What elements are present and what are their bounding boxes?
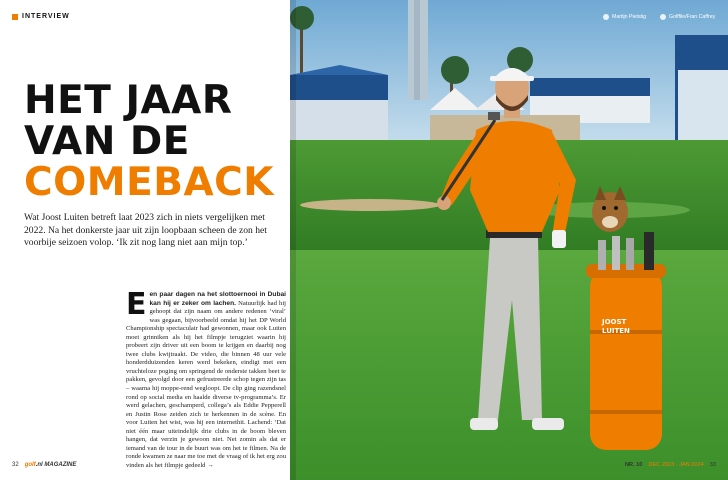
section-label: INTERVIEW: [22, 13, 70, 20]
headline-line-2: VAN DE: [24, 119, 190, 164]
photo-credits: [603, 14, 715, 20]
headline-line-3: COMEBACK: [24, 160, 274, 205]
headline-line-1: HET JAAR: [24, 78, 233, 123]
bag-label-line-1: JOOST: [602, 318, 627, 326]
camera-icon: [660, 14, 666, 20]
page-number-left: 32: [12, 462, 19, 468]
magazine-suffix: .nl: [35, 462, 43, 468]
magazine-brand: golf: [24, 462, 36, 468]
magazine-name: [25, 462, 77, 468]
magazine-label: MAGAZINE: [44, 462, 77, 468]
issue-date: DEC 2023 · JAN 2024: [648, 462, 704, 468]
page-number-right: 33: [709, 462, 716, 468]
issue-number: NR. 10: [624, 462, 643, 468]
section-tag: [12, 13, 70, 20]
bag-label-line-2: LUITEN: [602, 327, 630, 335]
cover-photo: [290, 0, 728, 480]
credit-text: Martijn Pietstig: [612, 14, 647, 20]
body-paragraph: Natuurlijk had hij gehoopt dat zijn naam om andere redenen ‘viral’ was gegaan, bijvoorbeeld omdat hij het DP World Championship spectaculair had gewonnen, maar ook Luiten moet grinniken als hij het filmpje terugziet waarin hij probeert zijn driver uit een boom te krijgen en daarbij nog twee clubs kwijtraakt. De video, die binnen 48 uur vele honderdduizenden keren werd bekeken, eindigt met een vruchteloze poging om springend de onderste takken beet te pakken, gevolgd door een gefrustreerde schop tegen zijn tas – waarna hij moppe-rend wegloopt. De clip ging razendsnel rond op social media en haalde diverse tv-programma’s. Er werd gelachen, geschamperd, collega’s als Eddie Pepperell en Justin Rose zeiden zich te herkennen in de scène. En voor Luiten het wist, was hij een internethit. Lachend: ‘Dat niet één maar uiteindelijk drie clubs in de boom bleven hangen, dat verzin je gewoon niet. Net zomin als dat er iemand van de tour in de buurt was om het te filmen. Na de ronde kwamen ze naar me toe met de vraag of ik het erg zou vinden als het filmpje gedeeld →: [126, 299, 286, 469]
left-page: [0, 0, 290, 480]
bag-label: [602, 318, 630, 336]
drop-cap: E: [126, 287, 147, 322]
article-body: [126, 287, 286, 470]
golfer-photo-illustration: [290, 0, 728, 480]
right-footer: [625, 462, 716, 468]
credit-text: Golffile/Fran Caffrey: [669, 14, 716, 20]
section-marker-icon: [12, 14, 18, 20]
left-footer: [12, 462, 76, 468]
body-lead: en paar dagen na het slottoernooi in Dubai kan hij er zeker om lachen.: [149, 291, 286, 307]
credit-item: [603, 14, 646, 20]
article-headline: [24, 80, 286, 203]
article-intro: Wat Joost Luiten betreft laat 2023 zich in niets vergelijken met 2022. Na het donkerste jaar uit zijn loopbaan scheen de zon het voorbije seizoen volop. ‘Ik zit nog lang niet aan mijn top.’: [24, 212, 267, 249]
credit-item: [660, 14, 715, 20]
camera-icon: [603, 14, 609, 20]
